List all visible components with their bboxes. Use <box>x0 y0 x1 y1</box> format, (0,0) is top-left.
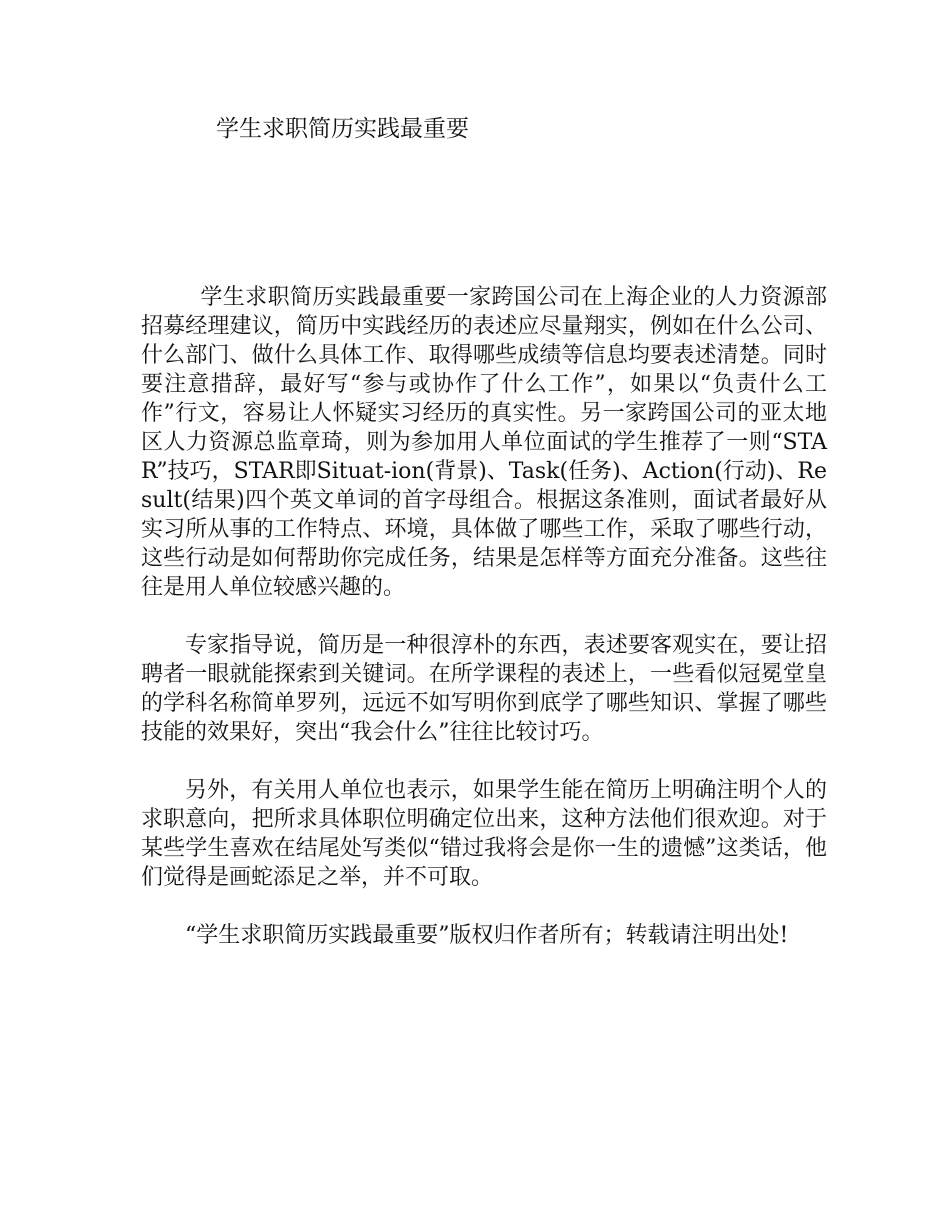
document-title: 学生求职简历实践最重要 <box>216 116 469 142</box>
paragraph-copyright: “学生求职简历实践最重要”版权归作者所有；转载请注明出处! <box>185 923 789 948</box>
paragraph-expert-advice: 专家指导说，简历是一种很淳朴的东西，表述要客观实在，要让招聘者一眼就能探索到关键词。在所学课程的表述上，一些看似冠冕堂皇的学科名称简单罗列，远远不如写明你到底学了哪些知识、掌握了哪些技能的效果好，突出“我会什么”往往比较讨巧。 <box>141 633 827 745</box>
paragraph-intro: 学生求职简历实践最重要一家跨国公司在上海企业的人力资源部招募经理建议，简历中实践经历的表述应尽量翔实，例如在什么公司、什么部门、做什么具体工作、取得哪些成绩等信息均要表述清楚。同时要注意措辞，最好写“参与或协作了什么工作”，如果以“负责什么工作”行文，容易让人怀疑实习经历的真实性。另一家跨国公司的亚太地区人力资源总监章琦，则为参加用人单位面试的学生推荐了一则“STAR”技巧，STAR即Situat-ion(背景)、Task(任务)、Action(行动)、Result(结果)四个英文单词的首字母组合。根据这条准则，面试者最好从实习所从事的工作特点、环境，具体做了哪些工作，采取了哪些行动，这些行动是如何帮助你完成任务，结果是怎样等方面充分准备。这些往往是用人单位较感兴趣的。 <box>141 285 827 600</box>
paragraph-employer-view: 另外，有关用人单位也表示，如果学生能在简历上明确注明个人的求职意向，把所求具体职位明确定位出来，这种方法他们很欢迎。对于某些学生喜欢在结尾处写类似“错过我将会是你一生的遗憾”这类话，他们觉得是画蛇添足之举，并不可取。 <box>141 778 827 890</box>
document-body <box>141 283 827 950</box>
